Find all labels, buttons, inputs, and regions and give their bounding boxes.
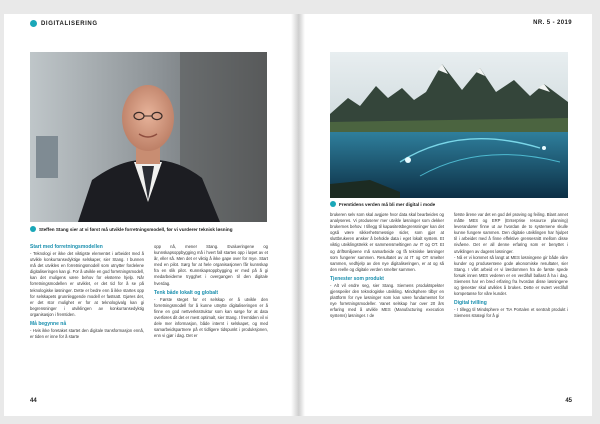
heading-tenk-lokalt-globalt: Tenk både lokalt og globalt (154, 289, 219, 296)
right-page (305, 14, 592, 416)
caption-dot-icon (30, 226, 36, 232)
page-gutter (291, 14, 305, 416)
paragraph: - Første steget for et selskap er å utvikle den forretningsmodell for å kunne utnytte digitaliseringen er å finne en god nettverksstruktur som kan sørge for at data overføres dit det er mest optimalt, sier Stang. I fremtiden vil vi dele mer informasjon, både internt i selskapet, og med samarbeidspartnere på et tidligere tidspunkt i produksjonen, enn vi gjør i dag. Det er (154, 296, 268, 339)
caption-text: Fremtidens verden må bli mer digital i mode (339, 201, 436, 207)
paragraph: opp nå, mener Stang. Evalueringene og kunnskapsoppbygging må i hvert fall startes opp i løpet av et år, eller så. Men det er viktig å ikke gape over for mye. Start med en pilot. Sørg for at hele organisasjonen får kunnskap fra en slik pilot. Kunnskapsoppbygging er med på å gi medarbeiderne trygghet i overgangen til den digitale hverdag. (154, 244, 268, 286)
paragraph: - I tillegg til Mindsphere er TIA Portalen et sentralt produkt i Siemens strategi for å gi (454, 307, 568, 319)
heading-digital-tvilling: Digital tvilling (454, 300, 487, 307)
photo-caption (30, 226, 233, 232)
paragraph: - Hvis ikke foretaket startet den digitale transformasjon ennå, er tiden er inne for å starte (30, 328, 144, 340)
section-tag (30, 20, 98, 27)
right-column-1 (330, 212, 444, 320)
page-number-right: 45 (565, 398, 572, 404)
paragraph: første årene var det en god del prøving og feiling. Blant annet måtte MES og ERP (Enterprise resource planning) leverandører finne ut av hvordan de to systemene skulle kunne fungere sammen. Den digitale utviklingen har hjulpet til i arbeidet med å finne effektive grensesnitt mellom disse nivåene. Det er all denne erfaring som er benyttet i utviklingen av dagens løsninger. (454, 212, 568, 254)
paragraph: - Alt vil endre seg, sier Stang. Siemens produktspekter gjenspeiler den teknologiske utvikling. Mindsphere tilbyr en plattform for nye løsninger som kan være fundamentet for nye forretningsmodeller. Vanet selskap har over 20 års erfaring med å utvikle MES (Manufacturing execution systems) løsninger. I de (330, 282, 444, 319)
heading-tjenester-som-produkt: Tjenester som produkt (330, 275, 384, 282)
page-number-left: 44 (30, 398, 37, 404)
caption-dot-icon (330, 201, 336, 207)
left-page (4, 14, 291, 416)
photo-caption (330, 201, 435, 207)
right-column-2 (454, 212, 568, 320)
portrait-photo (30, 52, 267, 222)
issue-number: NR. 5 - 2019 (533, 20, 572, 26)
paragraph: - Teknologi er ikke det viktigste elementet i arbeidet med å utvikle konkurransedyktige selskaper, sier Stang. I bunnen må det utvikles en forretningsmodell som utnytter fordelene digitaliseringen kan gi. For å utvikle en god forretningsmodell, kan det muligens være behov for eksterne hjelp. Når forretningsmodellen er utviklet, er det tid for å se på teknologiske løsninger. Dette er bedre enn å ikke startes opp for selskapets grunnleggende modell er fastsatt. Gjøres det, er det stor mulighet er for at teknologivalg kan gi begrensninger i utviklingen av konkurransedyktig organisasjon i fremtiden. (30, 251, 144, 317)
section-dot-icon (30, 20, 37, 27)
heading-start-forretningsmodell: Start med forretningsmodellen (30, 244, 103, 250)
fjord-photo (330, 52, 568, 198)
left-column-1 (30, 244, 144, 340)
section-label: DIGITALISERING (41, 20, 98, 27)
left-column-2 (154, 244, 268, 339)
caption-text: Steffen Stang sier at vi først må utvikle forretningsmodell, før vi vurderer teknisk løsning (39, 226, 233, 232)
heading-ma-begynne-na: Må begynne nå (30, 321, 67, 328)
paragraph: brukeren selv som skal avgjøre hvor data skal bearbeides og analyseres. Vi produserer mer utvikle løsninger som dekker brukernes behov. I tillegg til kapasitetsbegrensninger kan det også være sikkerhetsmessige sider, som gjør at sluttbrukeren ønsker å beholde data i eget lokalt system. Et viktig utviklingstrekk er sammensmeltingen av IT og OT. Et og driftsmiljøene må samarbeide og få tekniske løsninger som fungerer sammen. Resultatet av at IT og OT smelter sammen, vedhjelp av den nye digitaliseringen, er at og så den reelle og digitale verden smelter sammen. (330, 212, 444, 272)
paragraph: - Nå er vi kommet så langt at MES løsningene gir både våre kunder og produsentene gode økonomiske resultater, sier Stang. I vårt arbeid er vi lærdommen fra de første spede forsøk innen MES vederen er en verdifull ballast å ha i dag. Siemens har en bred erfaring fra hvordan disse løsningene og tjenester skal utvikles å brukes. Dette er svært verdifull kompetanse for våre kunder. (454, 254, 568, 297)
